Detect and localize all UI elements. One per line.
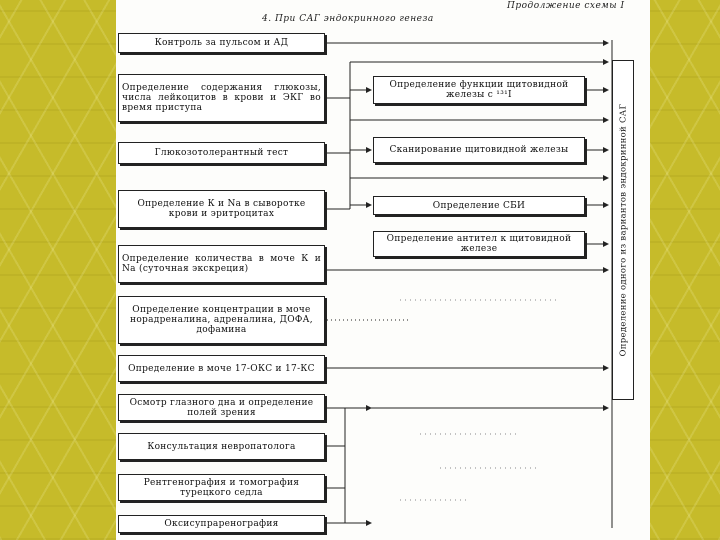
box-antibodies: Определение антител к щитовидной железе <box>373 231 585 257</box>
box-pulse-bp: Контроль за пульсом и АД <box>118 33 325 53</box>
box-sella-xray: Рентгенография и томография турецкого седла <box>118 474 325 501</box>
box-catecholamines: Определение концентрации в моче норадреналина, адреналина, ДОФА, дофамина <box>118 296 325 344</box>
vertical-summary-text: Определение одного из вариантов эндокринной САГ <box>618 103 629 357</box>
box-glucose: Определение содержания глюкозы, числа лейкоцитов в крови и ЭКГ во время приступа <box>118 74 325 122</box>
box-oks-ks: Определение в моче 17-ОКС и 17-КС <box>118 355 325 382</box>
box-oxysuprarenography: Оксисупраренография <box>118 515 325 533</box>
box-neurologist: Консультация невропатолога <box>118 433 325 460</box>
section-header: 4. При САГ эндокринного генеза <box>262 14 434 24</box>
box-fundus: Осмотр глазного дна и определение полей зрения <box>118 394 325 421</box>
box-glucose-tolerance: Глюкозотолерантный тест <box>118 142 325 164</box>
box-thyroid-function: Определение функции щитовидной железы с ¹³¹I <box>373 76 585 104</box>
box-thyroid-scan: Сканирование щитовидной железы <box>373 137 585 163</box>
continuation-header: Продолжение схемы I <box>507 1 625 11</box>
box-k-na-urine: Определение количества в моче К и Na (суточная экскреция) <box>118 245 325 283</box>
box-k-na-serum: Определение К и Na в сыворотке крови и эритроцитах <box>118 190 325 228</box>
box-sbi: Определение СБИ <box>373 196 585 215</box>
vertical-summary-label <box>612 60 634 400</box>
